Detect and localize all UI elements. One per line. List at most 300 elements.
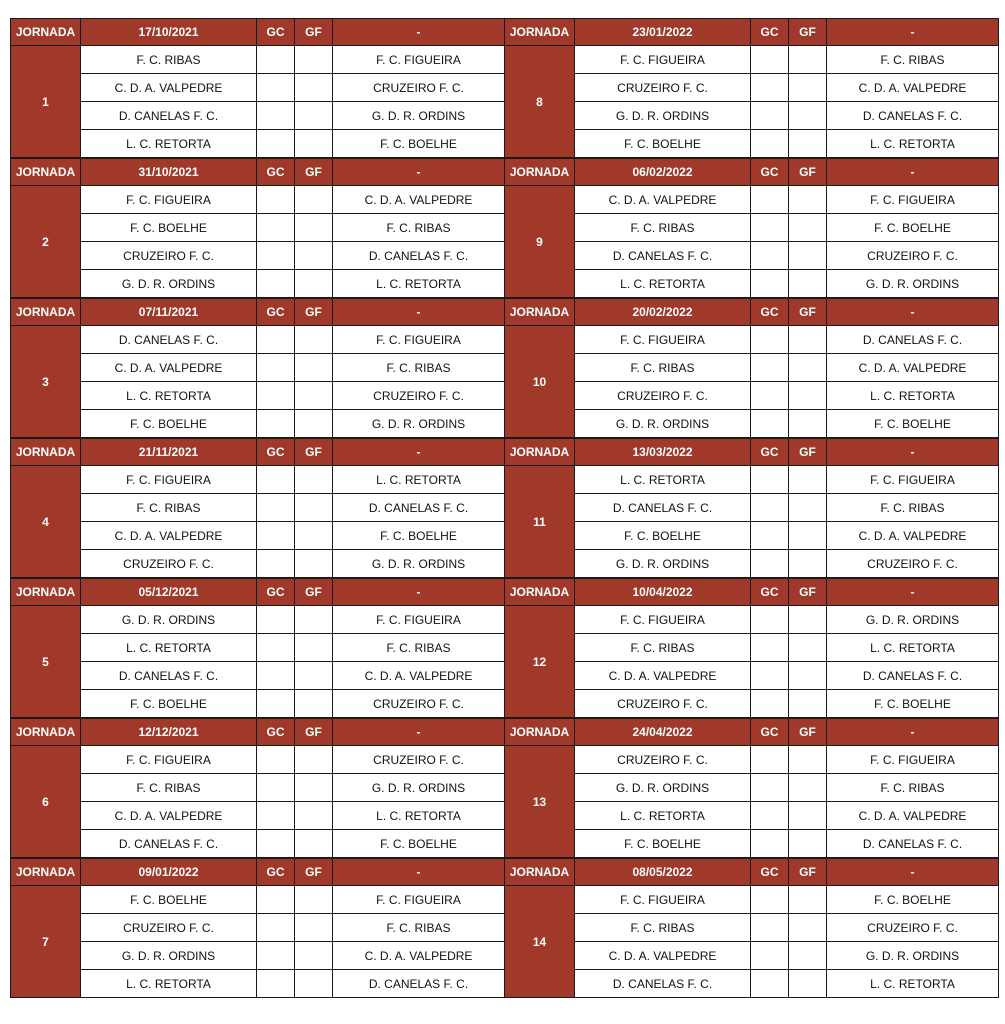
match-row — [11, 690, 505, 718]
match-row — [11, 606, 505, 634]
home-team: C. D. A. VALPEDRE — [81, 74, 257, 102]
gf-score-cell[interactable] — [295, 690, 333, 718]
away-team: F. C. BOELHE — [827, 690, 999, 718]
round-date: 12/12/2021 — [81, 719, 257, 746]
jornada-label: JORNADA — [11, 859, 81, 886]
round-number: 2 — [11, 186, 81, 298]
jornada-label: JORNADA — [11, 439, 81, 466]
home-team: G. D. R. ORDINS — [575, 774, 751, 802]
away-team: CRUZEIRO F. C. — [333, 382, 505, 410]
gf-score-cell[interactable] — [789, 382, 827, 410]
match-row — [505, 74, 999, 102]
gf-score-cell[interactable] — [789, 746, 827, 774]
gc-score-cell[interactable] — [257, 522, 295, 550]
away-team: C. D. A. VALPEDRE — [827, 522, 999, 550]
away-team: CRUZEIRO F. C. — [827, 550, 999, 578]
away-team: F. C. FIGUEIRA — [827, 746, 999, 774]
away-header-label: - — [827, 19, 999, 46]
gf-score-cell[interactable] — [295, 410, 333, 438]
away-header-label: - — [827, 159, 999, 186]
round-number: 13 — [505, 746, 575, 858]
gf-score-cell[interactable] — [789, 130, 827, 158]
gc-label: GC — [257, 299, 295, 326]
gc-label: GC — [257, 859, 295, 886]
gf-score-cell[interactable] — [789, 326, 827, 354]
gc-score-cell[interactable] — [751, 550, 789, 578]
gc-score-cell[interactable] — [751, 270, 789, 298]
gc-score-cell[interactable] — [257, 214, 295, 242]
home-team: F. C. FIGUEIRA — [575, 326, 751, 354]
away-team: C. D. A. VALPEDRE — [333, 186, 505, 214]
round-number: 10 — [505, 326, 575, 438]
home-team: C. D. A. VALPEDRE — [575, 942, 751, 970]
gf-score-cell[interactable] — [295, 662, 333, 690]
away-team: F. C. BOELHE — [827, 886, 999, 914]
gc-score-cell[interactable] — [751, 634, 789, 662]
round-table-9 — [504, 158, 999, 298]
gf-score-cell[interactable] — [789, 550, 827, 578]
gf-score-cell[interactable] — [789, 186, 827, 214]
away-team: D. CANELAS F. C. — [333, 970, 505, 998]
away-team: F. C. BOELHE — [827, 214, 999, 242]
gf-score-cell[interactable] — [295, 970, 333, 998]
round-number: 4 — [11, 466, 81, 578]
gf-score-cell[interactable] — [295, 774, 333, 802]
round-table-3 — [10, 298, 505, 438]
gc-score-cell[interactable] — [257, 382, 295, 410]
gf-label: GF — [295, 19, 333, 46]
match-row — [505, 746, 999, 774]
gc-score-cell[interactable] — [751, 746, 789, 774]
gc-score-cell[interactable] — [751, 522, 789, 550]
match-row — [505, 354, 999, 382]
match-row — [505, 886, 999, 914]
gc-score-cell[interactable] — [257, 466, 295, 494]
match-row — [11, 662, 505, 690]
match-row — [11, 970, 505, 998]
home-team: G. D. R. ORDINS — [575, 410, 751, 438]
round-header-row — [11, 299, 505, 326]
round-date: 08/05/2022 — [575, 859, 751, 886]
gc-score-cell[interactable] — [257, 830, 295, 858]
home-team: D. CANELAS F. C. — [81, 830, 257, 858]
away-team: F. C. FIGUEIRA — [333, 606, 505, 634]
gc-label: GC — [751, 299, 789, 326]
match-row — [11, 550, 505, 578]
home-team: F. C. FIGUEIRA — [575, 606, 751, 634]
home-team: CRUZEIRO F. C. — [81, 914, 257, 942]
gf-score-cell[interactable] — [789, 970, 827, 998]
gf-score-cell[interactable] — [789, 886, 827, 914]
gf-score-cell[interactable] — [789, 606, 827, 634]
gc-score-cell[interactable] — [751, 886, 789, 914]
gc-label: GC — [751, 719, 789, 746]
match-row — [505, 242, 999, 270]
gc-score-cell[interactable] — [751, 970, 789, 998]
gc-score-cell[interactable] — [257, 690, 295, 718]
away-team: F. C. BOELHE — [827, 410, 999, 438]
gf-score-cell[interactable] — [789, 466, 827, 494]
match-row — [11, 830, 505, 858]
gc-score-cell[interactable] — [257, 662, 295, 690]
round-header-row — [11, 159, 505, 186]
away-team: F. C. RIBAS — [333, 214, 505, 242]
gf-score-cell[interactable] — [295, 830, 333, 858]
match-row — [11, 186, 505, 214]
gf-label: GF — [789, 579, 827, 606]
gc-label: GC — [751, 439, 789, 466]
gf-label: GF — [295, 439, 333, 466]
gf-score-cell[interactable] — [295, 382, 333, 410]
away-team: G. D. R. ORDINS — [333, 550, 505, 578]
away-team: L. C. RETORTA — [827, 970, 999, 998]
round-table-2 — [10, 158, 505, 298]
gf-label: GF — [295, 159, 333, 186]
gc-label: GC — [751, 859, 789, 886]
gc-score-cell[interactable] — [257, 242, 295, 270]
home-team: C. D. A. VALPEDRE — [575, 186, 751, 214]
home-team: F. C. BOELHE — [81, 410, 257, 438]
round-date: 31/10/2021 — [81, 159, 257, 186]
gc-score-cell[interactable] — [751, 186, 789, 214]
match-row — [11, 774, 505, 802]
gc-score-cell[interactable] — [257, 326, 295, 354]
gc-score-cell[interactable] — [751, 914, 789, 942]
match-row — [505, 46, 999, 74]
gf-score-cell[interactable] — [789, 774, 827, 802]
match-row — [505, 494, 999, 522]
round-date: 21/11/2021 — [81, 439, 257, 466]
gc-score-cell[interactable] — [751, 942, 789, 970]
match-row — [505, 550, 999, 578]
home-team: L. C. RETORTA — [81, 634, 257, 662]
match-row — [11, 886, 505, 914]
gc-score-cell[interactable] — [257, 970, 295, 998]
away-header-label: - — [827, 719, 999, 746]
gf-score-cell[interactable] — [789, 942, 827, 970]
match-row — [11, 410, 505, 438]
gf-score-cell[interactable] — [295, 886, 333, 914]
gf-score-cell[interactable] — [295, 102, 333, 130]
round-header-row — [11, 19, 505, 46]
jornada-label: JORNADA — [505, 859, 575, 886]
gc-score-cell[interactable] — [751, 382, 789, 410]
away-header-label: - — [827, 859, 999, 886]
match-row — [505, 410, 999, 438]
round-table-8 — [504, 18, 999, 158]
round-number: 5 — [11, 606, 81, 718]
gc-score-cell[interactable] — [751, 102, 789, 130]
jornada-label: JORNADA — [11, 579, 81, 606]
match-row — [11, 102, 505, 130]
gc-score-cell[interactable] — [751, 830, 789, 858]
away-team: F. C. FIGUEIRA — [333, 46, 505, 74]
gc-score-cell[interactable] — [751, 214, 789, 242]
match-row — [505, 802, 999, 830]
gf-score-cell[interactable] — [295, 186, 333, 214]
round-header-row — [11, 579, 505, 606]
away-header-label: - — [333, 19, 505, 46]
gf-score-cell[interactable] — [295, 130, 333, 158]
gc-score-cell[interactable] — [257, 270, 295, 298]
home-team: L. C. RETORTA — [575, 802, 751, 830]
match-row — [11, 802, 505, 830]
round-date: 05/12/2021 — [81, 579, 257, 606]
gf-score-cell[interactable] — [789, 46, 827, 74]
round-date: 06/02/2022 — [575, 159, 751, 186]
home-team: C. D. A. VALPEDRE — [81, 522, 257, 550]
gf-score-cell[interactable] — [295, 802, 333, 830]
away-team: G. D. R. ORDINS — [827, 942, 999, 970]
home-team: D. CANELAS F. C. — [575, 970, 751, 998]
round-number: 1 — [11, 46, 81, 158]
match-row — [505, 270, 999, 298]
gf-label: GF — [295, 299, 333, 326]
gf-label: GF — [789, 19, 827, 46]
gf-score-cell[interactable] — [789, 662, 827, 690]
gf-score-cell[interactable] — [295, 466, 333, 494]
gc-score-cell[interactable] — [257, 746, 295, 774]
gf-score-cell[interactable] — [295, 550, 333, 578]
gc-score-cell[interactable] — [751, 662, 789, 690]
gc-score-cell[interactable] — [257, 186, 295, 214]
gc-score-cell[interactable] — [257, 914, 295, 942]
round-number: 9 — [505, 186, 575, 298]
jornada-label: JORNADA — [11, 719, 81, 746]
home-team: F. C. FIGUEIRA — [81, 746, 257, 774]
gc-score-cell[interactable] — [257, 550, 295, 578]
gc-score-cell[interactable] — [751, 354, 789, 382]
away-team: F. C. FIGUEIRA — [333, 326, 505, 354]
gf-score-cell[interactable] — [295, 914, 333, 942]
match-row — [11, 634, 505, 662]
gc-score-cell[interactable] — [751, 130, 789, 158]
away-team: G. D. R. ORDINS — [333, 410, 505, 438]
home-team: L. C. RETORTA — [81, 970, 257, 998]
gf-score-cell[interactable] — [789, 214, 827, 242]
match-row — [11, 326, 505, 354]
round-table-14 — [504, 858, 999, 998]
round-number: 12 — [505, 606, 575, 718]
away-team: D. CANELAS F. C. — [827, 662, 999, 690]
home-team: F. C. BOELHE — [575, 130, 751, 158]
gf-score-cell[interactable] — [295, 494, 333, 522]
gf-label: GF — [295, 859, 333, 886]
gf-score-cell[interactable] — [789, 494, 827, 522]
match-row — [11, 494, 505, 522]
round-table-4 — [10, 438, 505, 578]
gc-score-cell[interactable] — [751, 410, 789, 438]
gf-score-cell[interactable] — [789, 634, 827, 662]
gc-score-cell[interactable] — [751, 802, 789, 830]
away-team: F. C. RIBAS — [333, 914, 505, 942]
gc-score-cell[interactable] — [257, 606, 295, 634]
gf-score-cell[interactable] — [295, 214, 333, 242]
away-team: C. D. A. VALPEDRE — [827, 802, 999, 830]
gc-score-cell[interactable] — [257, 802, 295, 830]
gf-score-cell[interactable] — [295, 634, 333, 662]
gc-score-cell[interactable] — [257, 942, 295, 970]
gc-score-cell[interactable] — [751, 690, 789, 718]
away-team: C. D. A. VALPEDRE — [333, 662, 505, 690]
jornada-label: JORNADA — [11, 159, 81, 186]
round-number: 14 — [505, 886, 575, 998]
round-date: 24/04/2022 — [575, 719, 751, 746]
round-table-11 — [504, 438, 999, 578]
away-team: L. C. RETORTA — [333, 270, 505, 298]
away-team: G. D. R. ORDINS — [333, 102, 505, 130]
gc-score-cell[interactable] — [751, 46, 789, 74]
gf-label: GF — [789, 439, 827, 466]
round-date: 20/02/2022 — [575, 299, 751, 326]
home-team: D. CANELAS F. C. — [81, 326, 257, 354]
gc-score-cell[interactable] — [751, 74, 789, 102]
gc-score-cell[interactable] — [257, 886, 295, 914]
away-team: F. C. RIBAS — [333, 634, 505, 662]
home-team: F. C. RIBAS — [575, 634, 751, 662]
home-team: F. C. BOELHE — [81, 886, 257, 914]
gc-score-cell[interactable] — [751, 606, 789, 634]
home-team: F. C. BOELHE — [575, 830, 751, 858]
match-row — [505, 774, 999, 802]
gf-score-cell[interactable] — [295, 522, 333, 550]
gc-label: GC — [257, 439, 295, 466]
away-header-label: - — [333, 299, 505, 326]
jornada-label: JORNADA — [505, 299, 575, 326]
round-header-row — [505, 439, 999, 466]
round-date: 09/01/2022 — [81, 859, 257, 886]
gf-score-cell[interactable] — [789, 270, 827, 298]
gf-score-cell[interactable] — [789, 914, 827, 942]
gf-label: GF — [789, 299, 827, 326]
away-team: F. C. BOELHE — [333, 830, 505, 858]
away-header-label: - — [333, 859, 505, 886]
gc-score-cell[interactable] — [751, 466, 789, 494]
gf-score-cell[interactable] — [789, 802, 827, 830]
gc-score-cell[interactable] — [751, 774, 789, 802]
gc-score-cell[interactable] — [257, 410, 295, 438]
away-header-label: - — [827, 579, 999, 606]
gc-score-cell[interactable] — [257, 74, 295, 102]
away-team: F. C. RIBAS — [827, 494, 999, 522]
gf-score-cell[interactable] — [789, 354, 827, 382]
away-team: C. D. A. VALPEDRE — [333, 942, 505, 970]
gf-score-cell[interactable] — [295, 270, 333, 298]
away-team: CRUZEIRO F. C. — [333, 746, 505, 774]
home-team: F. C. RIBAS — [575, 914, 751, 942]
gf-score-cell[interactable] — [295, 746, 333, 774]
home-team: L. C. RETORTA — [575, 466, 751, 494]
round-table-10 — [504, 298, 999, 438]
match-row — [505, 634, 999, 662]
gc-score-cell[interactable] — [257, 774, 295, 802]
gc-score-cell[interactable] — [751, 326, 789, 354]
away-team: L. C. RETORTA — [333, 802, 505, 830]
away-team: F. C. RIBAS — [827, 46, 999, 74]
away-team: L. C. RETORTA — [827, 382, 999, 410]
away-team: L. C. RETORTA — [827, 634, 999, 662]
gf-score-cell[interactable] — [789, 242, 827, 270]
home-team: F. C. FIGUEIRA — [575, 886, 751, 914]
gf-score-cell[interactable] — [295, 46, 333, 74]
away-team: F. C. FIGUEIRA — [333, 886, 505, 914]
round-header-row — [505, 719, 999, 746]
gf-score-cell[interactable] — [789, 690, 827, 718]
away-header-label: - — [827, 299, 999, 326]
match-row — [505, 186, 999, 214]
gc-label: GC — [751, 159, 789, 186]
gc-score-cell[interactable] — [751, 494, 789, 522]
round-header-row — [505, 859, 999, 886]
gc-score-cell[interactable] — [257, 494, 295, 522]
gf-score-cell[interactable] — [295, 326, 333, 354]
gf-score-cell[interactable] — [295, 354, 333, 382]
gc-score-cell[interactable] — [257, 634, 295, 662]
gc-label: GC — [257, 719, 295, 746]
home-team: F. C. FIGUEIRA — [81, 186, 257, 214]
gf-label: GF — [789, 719, 827, 746]
round-number: 7 — [11, 886, 81, 998]
gf-score-cell[interactable] — [789, 830, 827, 858]
gc-score-cell[interactable] — [257, 130, 295, 158]
home-team: D. CANELAS F. C. — [81, 102, 257, 130]
gc-score-cell[interactable] — [257, 46, 295, 74]
jornada-label: JORNADA — [505, 719, 575, 746]
away-team: D. CANELAS F. C. — [333, 242, 505, 270]
gf-score-cell[interactable] — [295, 942, 333, 970]
match-row — [505, 102, 999, 130]
gc-label: GC — [751, 19, 789, 46]
home-team: F. C. RIBAS — [575, 214, 751, 242]
match-row — [11, 746, 505, 774]
away-team: F. C. RIBAS — [827, 774, 999, 802]
gc-score-cell[interactable] — [257, 102, 295, 130]
match-row — [11, 382, 505, 410]
match-row — [11, 466, 505, 494]
gc-score-cell[interactable] — [257, 354, 295, 382]
home-team: F. C. RIBAS — [81, 494, 257, 522]
away-team: D. CANELAS F. C. — [827, 102, 999, 130]
match-row — [505, 606, 999, 634]
match-row — [505, 914, 999, 942]
match-row — [505, 466, 999, 494]
away-team: L. C. RETORTA — [333, 466, 505, 494]
home-team: CRUZEIRO F. C. — [575, 746, 751, 774]
match-row — [505, 214, 999, 242]
home-team: C. D. A. VALPEDRE — [81, 354, 257, 382]
round-date: 10/04/2022 — [575, 579, 751, 606]
match-row — [11, 354, 505, 382]
round-header-row — [505, 579, 999, 606]
gf-score-cell[interactable] — [789, 102, 827, 130]
gc-score-cell[interactable] — [751, 242, 789, 270]
gf-score-cell[interactable] — [295, 242, 333, 270]
home-team: F. C. RIBAS — [81, 774, 257, 802]
gf-score-cell[interactable] — [789, 522, 827, 550]
home-team: D. CANELAS F. C. — [575, 494, 751, 522]
round-date: 17/10/2021 — [81, 19, 257, 46]
away-team: G. D. R. ORDINS — [827, 270, 999, 298]
gf-score-cell[interactable] — [295, 606, 333, 634]
round-number: 8 — [505, 46, 575, 158]
gf-score-cell[interactable] — [295, 74, 333, 102]
round-table-6 — [10, 718, 505, 858]
gf-score-cell[interactable] — [789, 74, 827, 102]
gf-score-cell[interactable] — [789, 410, 827, 438]
away-team: CRUZEIRO F. C. — [827, 914, 999, 942]
away-team: F. C. BOELHE — [333, 522, 505, 550]
match-row — [11, 46, 505, 74]
